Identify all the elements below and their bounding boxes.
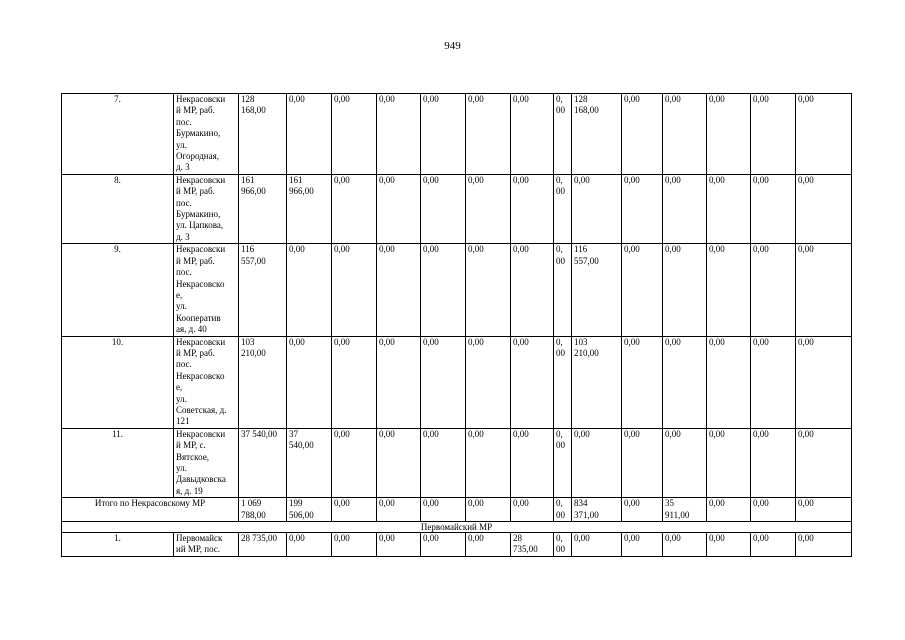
amount-cell: 0,00 xyxy=(377,533,421,557)
amount-cell: 0,00 xyxy=(466,94,511,175)
section-title: Первомайский МР xyxy=(62,522,852,533)
table-row xyxy=(62,533,852,557)
amount-cell: 0,00 xyxy=(796,174,852,243)
amount-cell: 0,00 xyxy=(332,244,377,336)
amount-cell: 0,00 xyxy=(511,428,554,497)
amount-cell: 0,00 xyxy=(287,336,332,428)
amount-cell: 0,00 xyxy=(622,174,663,243)
amount-cell: 0,00 xyxy=(622,244,663,336)
address-cell: Некрасовски й МР, раб. пос. Бурмакино, ул. Огородная, д. 3 xyxy=(174,94,239,175)
amount-cell: 37 540,00 xyxy=(287,428,332,497)
address-cell: Некрасовски й МР, раб. пос. Бурмакино, ул. Цапкова, д. 3 xyxy=(174,174,239,243)
total-amount-cell: 834 371,00 xyxy=(572,498,622,522)
amount-cell: 0,00 xyxy=(377,428,421,497)
amount-cell: 0,00 xyxy=(572,428,622,497)
amount-cell: 103 210,00 xyxy=(572,336,622,428)
amount-cell: 0,00 xyxy=(332,428,377,497)
amount-cell: 0,00 xyxy=(332,533,377,557)
amount-cell: 0,00 xyxy=(287,244,332,336)
table-row xyxy=(62,336,852,428)
amount-cell: 0,00 xyxy=(707,174,751,243)
amount-cell: 0,00 xyxy=(332,174,377,243)
amount-cell: 0, 00 xyxy=(554,336,572,428)
row-number: 8. xyxy=(62,174,174,243)
table-row xyxy=(62,94,852,175)
amount-cell: 0,00 xyxy=(751,174,796,243)
section-row xyxy=(62,522,852,533)
amount-cell: 0,00 xyxy=(466,428,511,497)
amount-cell: 0,00 xyxy=(572,174,622,243)
amount-cell: 0,00 xyxy=(751,244,796,336)
amount-cell: 0,00 xyxy=(287,533,332,557)
amount-cell: 0,00 xyxy=(421,244,466,336)
amount-cell: 37 540,00 xyxy=(239,428,287,497)
amount-cell: 0, 00 xyxy=(554,428,572,497)
amount-cell: 0,00 xyxy=(332,94,377,175)
amount-cell: 0,00 xyxy=(421,174,466,243)
amount-cell: 0,00 xyxy=(466,244,511,336)
amount-cell: 0,00 xyxy=(622,336,663,428)
total-amount-cell: 199 506,00 xyxy=(287,498,332,522)
amount-cell: 0,00 xyxy=(511,174,554,243)
amount-cell: 128 168,00 xyxy=(572,94,622,175)
amount-cell: 0,00 xyxy=(707,336,751,428)
amount-cell: 116 557,00 xyxy=(572,244,622,336)
amount-cell: 0,00 xyxy=(421,94,466,175)
amount-cell: 0,00 xyxy=(663,428,707,497)
amount-cell: 0,00 xyxy=(511,94,554,175)
amount-cell: 0,00 xyxy=(332,336,377,428)
amount-cell: 0,00 xyxy=(796,533,852,557)
amount-cell: 0, 00 xyxy=(554,533,572,557)
budget-table xyxy=(61,93,852,557)
amount-cell: 0,00 xyxy=(377,94,421,175)
total-amount-cell: 0,00 xyxy=(511,498,554,522)
total-amount-cell: 0,00 xyxy=(707,498,751,522)
total-amount-cell: 0,00 xyxy=(421,498,466,522)
total-label: Итого по Некрасовскому МР xyxy=(62,498,239,522)
amount-cell: 0,00 xyxy=(796,428,852,497)
amount-cell: 0,00 xyxy=(377,336,421,428)
row-number: 1. xyxy=(62,533,174,557)
amount-cell: 28 735,00 xyxy=(511,533,554,557)
amount-cell: 0,00 xyxy=(751,336,796,428)
amount-cell: 0,00 xyxy=(377,174,421,243)
amount-cell: 0,00 xyxy=(707,94,751,175)
total-amount-cell: 35 911,00 xyxy=(663,498,707,522)
amount-cell: 0, 00 xyxy=(554,174,572,243)
amount-cell: 0,00 xyxy=(377,244,421,336)
amount-cell: 0,00 xyxy=(622,94,663,175)
amount-cell: 103 210,00 xyxy=(239,336,287,428)
total-amount-cell: 0, 00 xyxy=(554,498,572,522)
amount-cell: 0,00 xyxy=(287,94,332,175)
amount-cell: 0,00 xyxy=(663,94,707,175)
amount-cell: 0,00 xyxy=(751,533,796,557)
amount-cell: 0,00 xyxy=(421,533,466,557)
address-cell: Некрасовски й МР, с. Вятское, ул. Давыдковска я, д. 19 xyxy=(174,428,239,497)
amount-cell: 0,00 xyxy=(751,94,796,175)
amount-cell: 0,00 xyxy=(622,533,663,557)
amount-cell: 0,00 xyxy=(421,428,466,497)
amount-cell: 0,00 xyxy=(511,244,554,336)
amount-cell: 0,00 xyxy=(663,244,707,336)
table-row xyxy=(62,428,852,497)
row-number: 11. xyxy=(62,428,174,497)
total-amount-cell: 0,00 xyxy=(377,498,421,522)
row-number: 9. xyxy=(62,244,174,336)
amount-cell: 0,00 xyxy=(796,94,852,175)
amount-cell: 0,00 xyxy=(466,336,511,428)
amount-cell: 0,00 xyxy=(511,336,554,428)
total-amount-cell: 1 069 788,00 xyxy=(239,498,287,522)
address-cell: Некрасовски й МР, раб. пос. Некрасовско е, ул. Кооператив ая, д. 40 xyxy=(174,244,239,336)
amount-cell: 161 966,00 xyxy=(287,174,332,243)
page-number: 949 xyxy=(444,40,461,52)
amount-cell: 0, 00 xyxy=(554,244,572,336)
amount-cell: 0,00 xyxy=(622,428,663,497)
total-amount-cell: 0,00 xyxy=(332,498,377,522)
amount-cell: 128 168,00 xyxy=(239,94,287,175)
amount-cell: 0,00 xyxy=(466,533,511,557)
amount-cell: 0,00 xyxy=(707,244,751,336)
amount-cell: 0, 00 xyxy=(554,94,572,175)
amount-cell: 0,00 xyxy=(663,336,707,428)
amount-cell: 0,00 xyxy=(663,174,707,243)
table-row xyxy=(62,244,852,336)
amount-cell: 0,00 xyxy=(572,533,622,557)
row-number: 7. xyxy=(62,94,174,175)
address-cell: Первомайск ий МР, пос. xyxy=(174,533,239,557)
amount-cell: 0,00 xyxy=(466,174,511,243)
amount-cell: 28 735,00 xyxy=(239,533,287,557)
total-amount-cell: 0,00 xyxy=(751,498,796,522)
amount-cell: 116 557,00 xyxy=(239,244,287,336)
amount-cell: 0,00 xyxy=(796,336,852,428)
row-number: 10. xyxy=(62,336,174,428)
amount-cell: 0,00 xyxy=(796,244,852,336)
total-amount-cell: 0,00 xyxy=(796,498,852,522)
total-amount-cell: 0,00 xyxy=(622,498,663,522)
amount-cell: 0,00 xyxy=(707,533,751,557)
total-row xyxy=(62,498,852,522)
amount-cell: 0,00 xyxy=(751,428,796,497)
total-amount-cell: 0,00 xyxy=(466,498,511,522)
amount-cell: 0,00 xyxy=(707,428,751,497)
amount-cell: 0,00 xyxy=(663,533,707,557)
amount-cell: 0,00 xyxy=(421,336,466,428)
table-row xyxy=(62,174,852,243)
amount-cell: 161 966,00 xyxy=(239,174,287,243)
address-cell: Некрасовски й МР, раб. пос. Некрасовско е, ул. Советская, д. 121 xyxy=(174,336,239,428)
